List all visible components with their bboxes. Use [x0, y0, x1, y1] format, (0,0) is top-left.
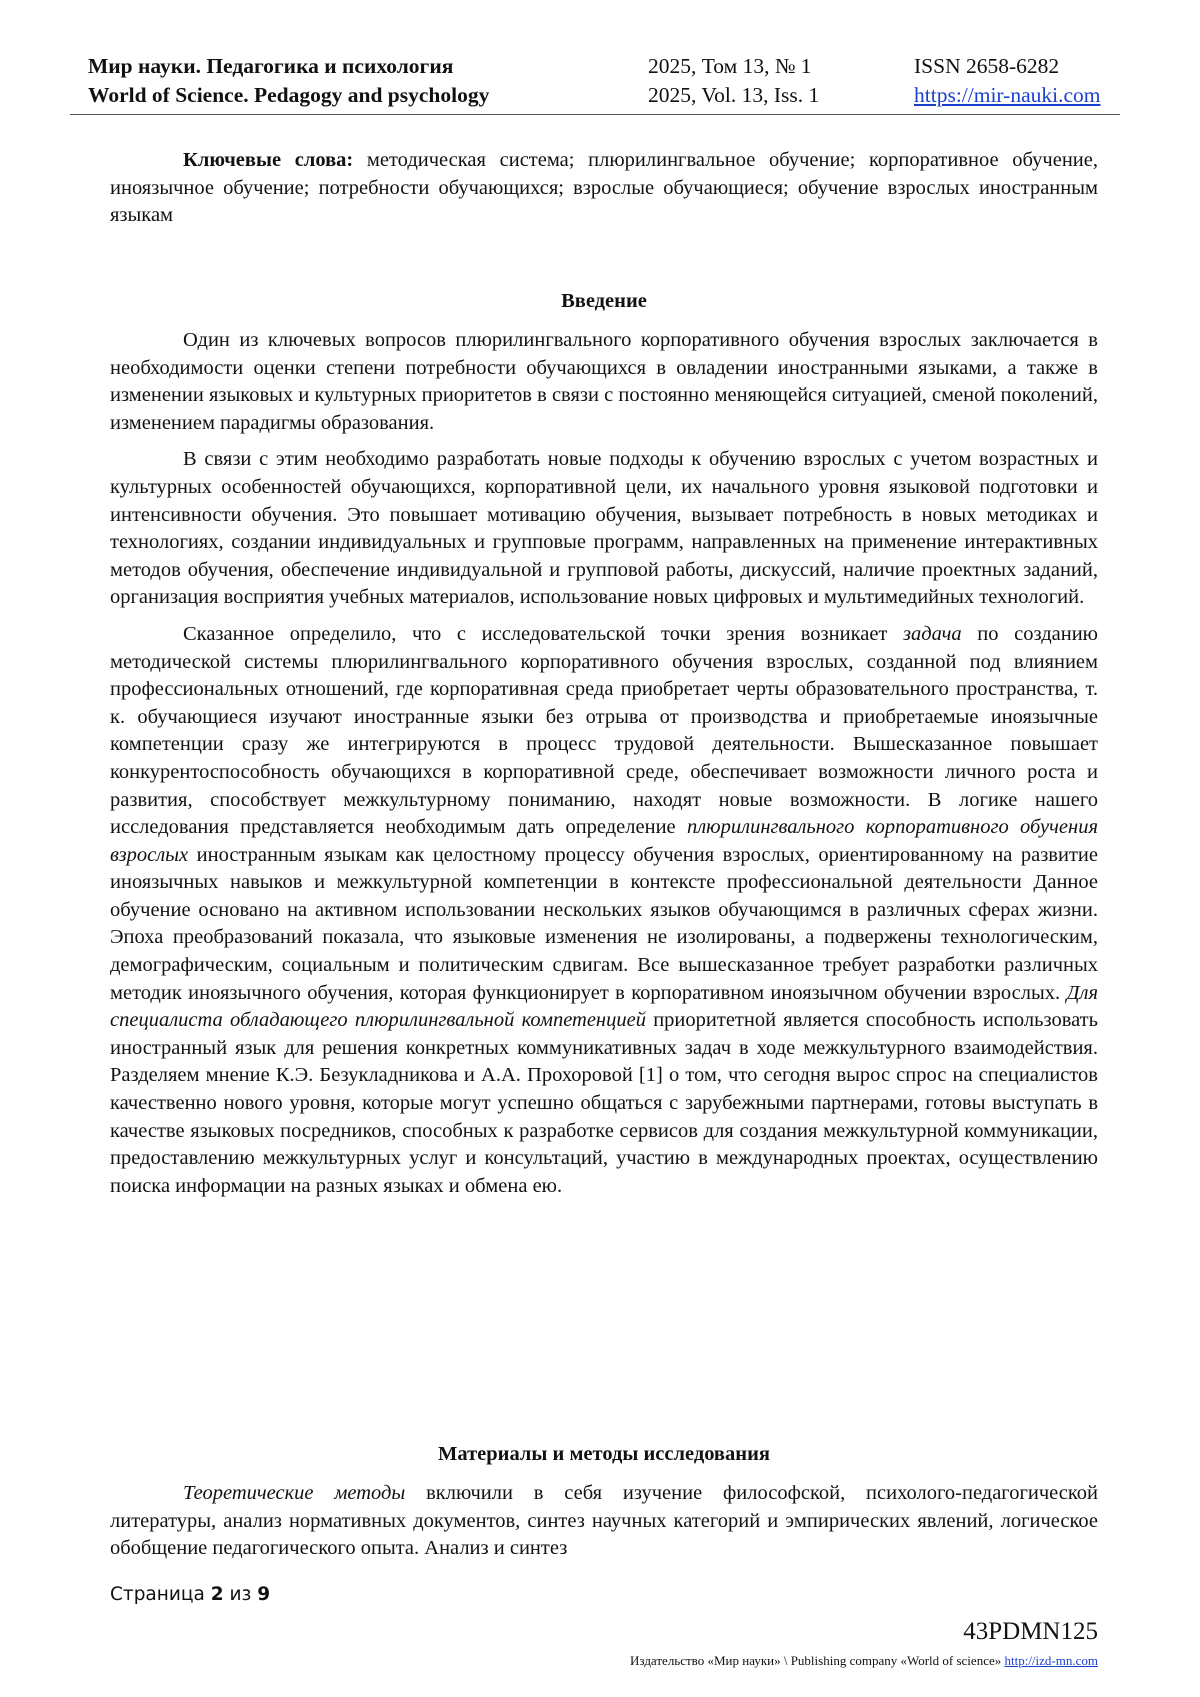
keywords-block [110, 147, 1098, 230]
keywords-text: методическая система; плюрилингвальное обучение; корпоративное обучение, иноязычное обучение; потребности обучающихся; взрослые обучающиеся; обучение взрослых иностранным языкам [110, 149, 1098, 227]
methods-paragraph-1 [110, 1480, 1098, 1563]
section-heading-methods: Материалы и методы исследования [438, 1443, 770, 1465]
page-label: Страница [110, 1584, 211, 1605]
intro-p3-text-c: иностранным языкам как целостному процессу обучения взрослых, ориентированному на развитие иноязычных навыков и межкультурной компетенции в контексте профессиональной деятельности Данное обучение основано на активном использовании нескольких языков обучающимся в различных сферах жизни. Эпоха преобразований показала, что языковые изменения не изолированы, а подвержены технологическим, демографическим, социальным и политическим сдвигам. Все вышесказанное требует разработки различных методик иноязычного обучения, которая функционирует в корпоративном иноязычном обучении взрослых. [110, 843, 1098, 1004]
intro-p3-emphasis-3: Для специалиста обладающего плюрилингвальной компетенцией [110, 981, 1098, 1032]
publisher-link[interactable]: http://izd-mn.com [1004, 1653, 1098, 1668]
keywords-label: Ключевые слова: [183, 149, 354, 171]
methods-section [110, 1441, 1098, 1469]
publisher-text: Издательство «Мир науки» \ Publishing company «World of science» [630, 1653, 1005, 1668]
journal-site-link[interactable]: https://mir-nauki.com [914, 83, 1101, 107]
issn-info [914, 52, 1100, 110]
publisher-line [630, 1653, 1098, 1669]
volume-en: 2025, Vol. 13, Iss. 1 [648, 83, 820, 107]
intro-p3-emphasis-1: задача [903, 622, 962, 645]
intro-paragraph-2: В связи с этим необходимо разработать новые подходы к обучению взрослых с учетом возрастных и культурных особенностей обучающихся, корпоративной цели, их начального уровня языковой подготовки и интенсивности обучения. Это повышает мотивацию обучения, вызывает потребность в новых методиках и технологиях, создании индивидуальных и групповые программ, направленных на применение интерактивных методов обучения, обеспечение индивидуальной и групповой работы, дискуссий, наличие проектных заданий, организация восприятия учебных материалов, использование новых цифровых и мультимедийных технологий. [110, 448, 1098, 609]
introduction-section [110, 288, 1098, 316]
page-number [110, 1584, 270, 1605]
intro-paragraph-3 [110, 621, 1098, 1200]
journal-title-en: World of Science. Pedagogy and psychology [88, 83, 490, 107]
intro-p3-emphasis-2: плюрилингвального корпоративного обучения взрослых [110, 816, 1098, 866]
methods-body [110, 1480, 1098, 1563]
article-code: 43PDMN125 [963, 1618, 1098, 1645]
issn: ISSN 2658-6282 [914, 54, 1060, 78]
methods-p1-text: включили в себя изучение философской, психолого-педагогической литературы, анализ нормативных документов, синтез научных категорий и эмпирических явлений, логическое обобщение педагогического опыта. Анализ и синтез [110, 1482, 1098, 1560]
page-current: 2 [210, 1584, 224, 1605]
volume-ru: 2025, Том 13, № 1 [648, 54, 812, 78]
journal-title-ru: Мир науки. Педагогика и психология [88, 54, 454, 78]
methods-p1-emphasis: Теоретические методы [183, 1482, 406, 1504]
intro-p3-text-a: Сказанное определило, что с исследовательской точки зрения возникает [183, 622, 904, 645]
intro-p3-text-b: по созданию методической системы плюрилингвального корпоративного обучения взрослых, созданной под влиянием профессиональных отношений, где корпоративная среда приобретает черты образовательного пространства, т. к. обучающиеся изучают иностранные языки без отрыва от производства и приобретаемые иноязычные компетенции сразу же интегрируются в процесс трудовой деятельности. Вышесказанное повышает конкурентоспособность обучающихся в корпоративной среде, обеспечивает возможности личного роста и развития, способствует межкультурному пониманию, находят новые возможности. В логике нашего исследования представляется необходимым дать определение [110, 622, 1098, 839]
page-total: 9 [257, 1584, 271, 1605]
page-of: из [223, 1584, 258, 1605]
section-heading-intro: Введение [561, 290, 647, 312]
journal-title [88, 52, 489, 110]
keywords-paragraph [110, 147, 1098, 230]
intro-p3-text-d: приоритетной является способность использовать иностранный язык для решения конкретных коммуникативных задач в ходе межкультурного взаимодействия. Разделяем мнение К.Э. Безукладникова и А.А. Прохоровой [1] о том, что сегодня вырос спрос на специалистов качественно нового уровня, которые могут успешно общаться с зарубежными партнерами, готовы выступать в качестве языковых посредников, способных к разработке сервисов для создания межкультурной коммуникации, предоставлению межкультурных услуг и консультаций, участию в международных проектах, осуществлению поиска информации на разных языках и обмена ею. [110, 1009, 1098, 1197]
intro-paragraph-1: Один из ключевых вопросов плюрилингвального корпоративного обучения взрослых заключается в необходимости оценки степени потребности обучающихся в овладении иностранными языками, а также в изменении языковых и культурных приоритетов в связи с постоянно меняющейся ситуацией, сменой поколений, изменением парадигмы образования. [110, 329, 1098, 434]
volume-info [648, 52, 819, 110]
header-divider [70, 114, 1120, 115]
introduction-body [110, 327, 1098, 1200]
